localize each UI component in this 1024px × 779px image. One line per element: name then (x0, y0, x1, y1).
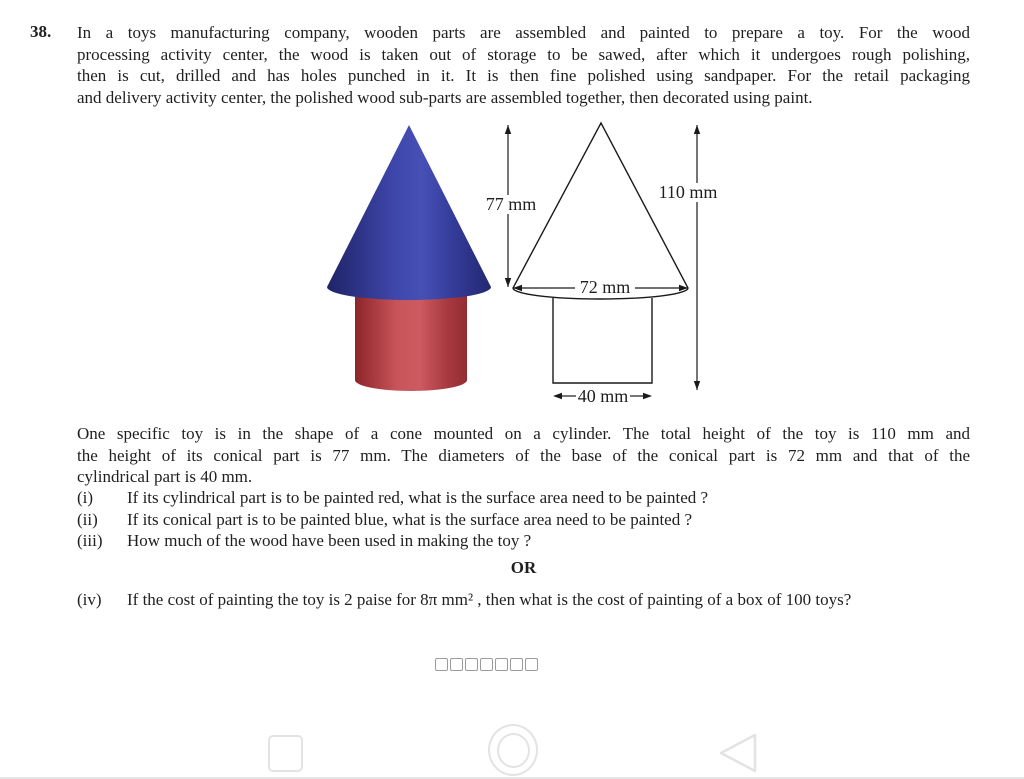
toy-3d-render (327, 125, 491, 391)
toy-figure (310, 115, 730, 415)
toy-3d-cylinder (355, 291, 467, 391)
arrowhead (505, 278, 511, 287)
item-text: How much of the wood have been used in making the toy ? (127, 531, 532, 550)
sub-question-iv (77, 589, 970, 611)
arrowhead (694, 125, 700, 134)
sub-question-iii (77, 530, 970, 552)
home-icon-inner-ring (497, 733, 530, 768)
sub-question-ii (77, 509, 970, 531)
text-line: the height of its conical part is 77 mm. The diameters of the base of the conical part is 72 mm and that of the (77, 445, 970, 465)
text-line: One specific toy is in the shape of a cone mounted on a cylinder. The total height of the toy is 110 mm and (77, 424, 970, 443)
item-text: If the cost of painting the toy is 2 paise for 8π mm² , then what is the cost of painting of a box of 100 toys? (127, 590, 852, 609)
home-icon[interactable] (488, 724, 538, 776)
placeholder-square (480, 658, 493, 671)
back-triangle-shape (721, 735, 755, 771)
question-intro-paragraph (77, 22, 970, 108)
placeholder-square (495, 658, 508, 671)
item-marker: (iii) (77, 531, 103, 550)
item-text: If its conical part is to be painted blue, what is the surface area need to be painted ? (127, 510, 693, 529)
item-marker: (ii) (77, 510, 98, 529)
cylinder-diameter-label: 40 mm (577, 386, 629, 406)
arrowhead (694, 381, 700, 390)
cone-base-diameter-label: 72 mm (579, 277, 631, 297)
placeholder-square (435, 658, 448, 671)
placeholder-square (510, 658, 523, 671)
text-line: and delivery activity center, the polished wood sub-parts are assembled together, then decorated using paint. (77, 87, 813, 107)
diagram-cylinder-outline (553, 298, 652, 383)
sub-question-i (77, 487, 970, 509)
placeholder-squares (435, 658, 538, 671)
toy-line-diagram (481, 123, 722, 406)
arrowhead (505, 125, 511, 134)
placeholder-square (450, 658, 463, 671)
text-line: processing activity center, the wood is taken out of storage to be sawed, after which it undergoes rough polishing, (77, 44, 970, 64)
text-line: then is cut, drilled and has holes punched in it. It is then fine polished using sandpaper. For the retail packaging (77, 66, 970, 85)
recents-icon[interactable] (268, 735, 303, 772)
item-marker: (iv) (77, 590, 102, 609)
item-text: If its cylindrical part is to be painted red, what is the surface area need to be painted ? (127, 488, 709, 507)
cone-height-label: 77 mm (485, 194, 537, 214)
question-detail-paragraph (77, 423, 970, 488)
placeholder-square (525, 658, 538, 671)
arrowhead (643, 393, 652, 399)
or-separator: OR (510, 558, 537, 577)
item-marker: (i) (77, 488, 94, 507)
text-line: In a toys manufacturing company, wooden parts are assembled and painted to prepare a toy. For the wood (77, 23, 970, 42)
arrowhead (553, 393, 562, 399)
question-number: 38. (30, 22, 52, 41)
text-line: cylindrical part is 40 mm. (77, 467, 253, 486)
navigation-bar (0, 720, 1024, 779)
back-icon[interactable] (714, 731, 760, 775)
total-height-label: 110 mm (658, 182, 718, 202)
placeholder-square (465, 658, 478, 671)
toy-3d-cone (327, 125, 491, 300)
